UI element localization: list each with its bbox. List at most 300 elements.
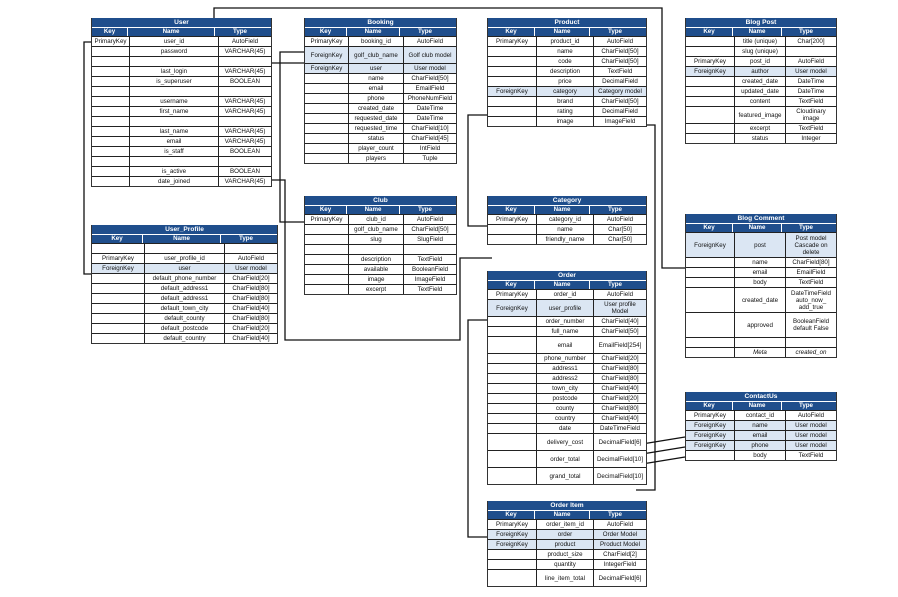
- column-header-key: Key: [703, 402, 715, 409]
- table-row: [92, 166, 271, 176]
- table-row: [686, 312, 836, 337]
- cell-name: date_joined: [129, 177, 218, 186]
- cell-name: user_profile_id: [144, 254, 224, 263]
- table-row: [488, 433, 646, 450]
- cell-key: [305, 255, 348, 264]
- cell-name: name: [734, 421, 785, 430]
- cell-type: CharField[80]: [593, 364, 646, 373]
- cell-type: BOOLEAN: [218, 147, 271, 156]
- table-row: [488, 529, 646, 539]
- cell-type: User model: [403, 64, 456, 73]
- table-row: [92, 126, 271, 136]
- cell-name: order_id: [536, 290, 593, 299]
- table-row: [488, 56, 646, 66]
- table-row: [488, 76, 646, 86]
- table-row: [686, 86, 836, 96]
- table-header: [686, 401, 836, 410]
- table-row: [686, 36, 836, 46]
- cell-key: PrimaryKey: [310, 38, 343, 45]
- cell-type: TextField: [593, 67, 646, 76]
- cell-type: DecimalField[6]: [593, 434, 646, 450]
- table-row: [686, 440, 836, 450]
- cell-key: [488, 67, 536, 76]
- table-row: [305, 46, 456, 63]
- cell-type: CharField[80]: [224, 284, 277, 293]
- cell-key: [488, 394, 536, 403]
- table-row: [686, 232, 836, 257]
- table-row: [686, 267, 836, 277]
- table-row: [305, 143, 456, 153]
- cell-type: CharField[20]: [224, 324, 277, 333]
- cell-type: AutoField: [224, 254, 277, 263]
- product-table: [487, 18, 647, 127]
- cell-key: [305, 235, 348, 244]
- cell-type: VARCHAR(45): [218, 177, 271, 186]
- cell-key: [92, 244, 144, 253]
- cell-type: DateTimeField auto_now_ add_true: [785, 288, 836, 312]
- cell-name: username: [129, 97, 218, 106]
- table-row: [488, 336, 646, 353]
- cell-type: AutoField: [403, 37, 456, 46]
- table-header: [488, 510, 646, 519]
- table-row: [488, 549, 646, 559]
- cell-key: [686, 77, 734, 86]
- cell-type: CharField[80]: [593, 404, 646, 413]
- cell-type: DateTime: [785, 77, 836, 86]
- cell-key: [488, 354, 536, 363]
- cell-key: [488, 317, 536, 326]
- cell-type: TextField: [403, 255, 456, 264]
- cell-key: [92, 177, 129, 186]
- cell-type: CharField[45]: [403, 134, 456, 143]
- cell-type: DateTime: [785, 87, 836, 96]
- table-row: [488, 66, 646, 76]
- cell-type: VARCHAR(45): [218, 137, 271, 146]
- cell-name: body: [734, 451, 785, 460]
- cell-name: email: [734, 431, 785, 440]
- cell-name: phone: [734, 441, 785, 450]
- table-row: [305, 73, 456, 83]
- cell-key: [488, 414, 536, 423]
- cell-name: [129, 57, 218, 66]
- table-row: [488, 86, 646, 96]
- cell-name: product: [536, 540, 593, 549]
- cell-key: [686, 258, 734, 267]
- table-row: [92, 46, 271, 56]
- table-row: [305, 123, 456, 133]
- cell-name: order_total: [536, 451, 593, 467]
- cell-key: ForeignKey: [694, 432, 726, 439]
- cell-type: ImageField: [403, 275, 456, 284]
- cell-type: Product Model: [593, 540, 646, 549]
- cell-type: CharField[20]: [224, 274, 277, 283]
- column-header-name: Name: [534, 511, 589, 519]
- cell-name: content: [734, 97, 785, 106]
- table-row: [488, 224, 646, 234]
- cell-type: User profile Model: [593, 300, 646, 316]
- column-header-name: Name: [346, 206, 399, 214]
- cell-type: CharField[40]: [593, 414, 646, 423]
- cell-key: [92, 157, 129, 166]
- cell-name: golf_club_name: [348, 47, 403, 63]
- cell-key: PrimaryKey: [102, 255, 134, 262]
- table-row: [488, 234, 646, 244]
- cell-type: AutoField: [593, 290, 646, 299]
- table-row: [305, 36, 456, 46]
- cell-key: [305, 104, 348, 113]
- column-header-type: Type: [589, 206, 640, 214]
- cell-type: Golf club model: [403, 47, 456, 63]
- cell-type: TextField: [785, 278, 836, 287]
- table-row: [92, 313, 277, 323]
- cell-name: slug (unique): [734, 47, 785, 56]
- cell-type: DecimalField[6]: [593, 570, 646, 586]
- cell-key: PrimaryKey: [496, 521, 528, 528]
- table-row: [686, 430, 836, 440]
- cell-type: PhoneNumField: [403, 94, 456, 103]
- cell-type: CharField[20]: [593, 394, 646, 403]
- cell-name: product_id: [536, 37, 593, 46]
- table-title: Club: [305, 196, 456, 205]
- table-row: [488, 289, 646, 299]
- cell-key: PrimaryKey: [94, 38, 127, 45]
- cell-type: CharField[40]: [593, 317, 646, 326]
- cell-key: [686, 338, 734, 347]
- cell-name: name: [536, 225, 593, 234]
- cell-type: Cloudinary image: [785, 107, 836, 123]
- club-table: [304, 196, 457, 295]
- cell-key: [92, 97, 129, 106]
- cell-name: status: [348, 134, 403, 143]
- table-header: [686, 27, 836, 36]
- cell-name: first_name: [129, 107, 218, 116]
- table-row: [92, 36, 271, 46]
- table-row: [488, 316, 646, 326]
- cell-name: default_postcode: [144, 324, 224, 333]
- column-header-type: Type: [781, 402, 830, 410]
- cell-key: [92, 294, 144, 303]
- cell-key: [488, 117, 536, 126]
- cell-type: [224, 244, 277, 253]
- cell-key: [92, 87, 129, 96]
- cell-name: town_city: [536, 384, 593, 393]
- cell-type: VARCHAR(45): [218, 107, 271, 116]
- cell-type: [403, 245, 456, 254]
- cell-name: email: [536, 337, 593, 353]
- cell-type: CharField[2]: [593, 550, 646, 559]
- cell-type: [218, 157, 271, 166]
- table-title: Category: [488, 196, 646, 205]
- table-header: [92, 234, 277, 243]
- table-header: [305, 27, 456, 36]
- cell-type: IntegerField: [593, 560, 646, 569]
- cell-name: available: [348, 265, 403, 274]
- column-header-name: Name: [142, 235, 220, 243]
- cell-name: is_staff: [129, 147, 218, 156]
- table-row: [686, 420, 836, 430]
- cell-type: CharField[80]: [224, 314, 277, 323]
- cell-type: AutoField: [785, 57, 836, 66]
- table-row: [92, 243, 277, 253]
- cell-type: TextField: [785, 97, 836, 106]
- cell-key: [488, 337, 536, 353]
- cell-type: DecimalField[10]: [593, 468, 646, 484]
- table-row: [488, 353, 646, 363]
- line-booking-to-club: [280, 52, 305, 222]
- table-row: [488, 450, 646, 467]
- cell-key: [305, 265, 348, 274]
- cell-key: [488, 97, 536, 106]
- cell-key: [488, 560, 536, 569]
- table-row: [92, 273, 277, 283]
- cell-type: DecimalField: [593, 107, 646, 116]
- cell-type: [785, 47, 836, 56]
- table-row: [305, 93, 456, 103]
- cell-type: DateTime: [403, 104, 456, 113]
- cell-name: [129, 157, 218, 166]
- cell-key: [488, 47, 536, 56]
- cell-key: PrimaryKey: [496, 38, 528, 45]
- blog-post-table: [685, 18, 837, 144]
- table-row: [305, 254, 456, 264]
- table-row: [305, 224, 456, 234]
- table-row: [92, 293, 277, 303]
- table-row: [305, 103, 456, 113]
- cell-key: ForeignKey: [496, 88, 528, 95]
- cell-type: CharField[50]: [403, 225, 456, 234]
- cell-key: PrimaryKey: [310, 216, 343, 223]
- cell-key: [92, 274, 144, 283]
- cell-key: [305, 285, 348, 294]
- table-row: [92, 333, 277, 343]
- cell-name: user: [348, 64, 403, 73]
- cell-name: price: [536, 77, 593, 86]
- cell-name: golf_club_name: [348, 225, 403, 234]
- cell-name: order_number: [536, 317, 593, 326]
- table-row: [488, 36, 646, 46]
- cell-name: requested_date: [348, 114, 403, 123]
- cell-type: AutoField: [593, 37, 646, 46]
- cell-type: AutoField: [785, 411, 836, 420]
- cell-name: contact_id: [734, 411, 785, 420]
- order-table: [487, 271, 647, 485]
- cell-key: [686, 47, 734, 56]
- table-row: [686, 96, 836, 106]
- cell-key: [92, 47, 129, 56]
- column-header-key: Key: [319, 206, 332, 213]
- cell-key: [488, 404, 536, 413]
- column-header-type: Type: [781, 28, 830, 36]
- cell-name: default_town_city: [144, 304, 224, 313]
- cell-key: [686, 288, 734, 312]
- cell-key: [686, 313, 734, 337]
- cell-type: User model: [224, 264, 277, 273]
- column-header-key: Key: [111, 235, 123, 242]
- table-row: [92, 176, 271, 186]
- cell-name: club_id: [348, 215, 403, 224]
- table-row: [686, 123, 836, 133]
- table-row: [488, 326, 646, 336]
- cell-key: [305, 225, 348, 234]
- cell-type: Char[50]: [593, 225, 646, 234]
- table-row: [488, 116, 646, 126]
- column-header-name: Name: [127, 28, 214, 36]
- cell-name: approved: [734, 313, 785, 337]
- column-header-key: Key: [505, 206, 517, 213]
- table-row: [92, 136, 271, 146]
- cell-key: PrimaryKey: [496, 291, 528, 298]
- cell-key: [686, 97, 734, 106]
- cell-name: body: [734, 278, 785, 287]
- table-row: [305, 83, 456, 93]
- cell-name: default_address1: [144, 284, 224, 293]
- cell-key: [686, 348, 734, 357]
- cell-key: [92, 167, 129, 176]
- cell-name: is_superuser: [129, 77, 218, 86]
- cell-name: [144, 244, 224, 253]
- cell-type: User model: [785, 67, 836, 76]
- cell-key: [686, 107, 734, 123]
- cell-name: date: [536, 424, 593, 433]
- column-header-key: Key: [703, 28, 715, 35]
- table-row: [686, 347, 836, 357]
- cell-name: order_item_id: [536, 520, 593, 529]
- cell-key: [488, 364, 536, 373]
- cell-key: [488, 424, 536, 433]
- cell-type: [218, 117, 271, 126]
- table-row: [305, 244, 456, 254]
- cell-key: [92, 147, 129, 156]
- cell-name: grand_total: [536, 468, 593, 484]
- cell-key: ForeignKey: [310, 51, 343, 59]
- column-header-type: Type: [589, 28, 640, 36]
- order-item-table: [487, 501, 647, 587]
- cell-key: [305, 245, 348, 254]
- column-header-name: Name: [534, 281, 589, 289]
- cell-name: featured_image: [734, 107, 785, 123]
- cell-type: created_on: [785, 348, 836, 357]
- cell-name: created_date: [734, 288, 785, 312]
- cell-key: PrimaryKey: [694, 58, 726, 65]
- cell-name: description: [348, 255, 403, 264]
- cell-key: [305, 114, 348, 123]
- cell-key: [488, 451, 536, 467]
- table-row: [92, 76, 271, 86]
- cell-type: Order Model: [593, 530, 646, 539]
- cell-type: Integer: [785, 134, 836, 143]
- user-table: [91, 18, 272, 187]
- cell-name: product_size: [536, 550, 593, 559]
- cell-key: [488, 77, 536, 86]
- cell-name: post_id: [734, 57, 785, 66]
- cell-name: last_name: [129, 127, 218, 136]
- cell-name: email: [734, 268, 785, 277]
- cell-name: full_name: [536, 327, 593, 336]
- cell-name: password: [129, 47, 218, 56]
- cell-name: slug: [348, 235, 403, 244]
- table-row: [92, 263, 277, 273]
- table-title: User_Profile: [92, 225, 277, 234]
- table-row: [686, 257, 836, 267]
- table-row: [92, 283, 277, 293]
- cell-key: [488, 235, 536, 244]
- column-header-key: Key: [505, 511, 517, 518]
- cell-name: quantity: [536, 560, 593, 569]
- column-header-key: Key: [703, 224, 715, 231]
- cell-name: default_country: [144, 334, 224, 343]
- cell-key: [488, 107, 536, 116]
- cell-key: [92, 107, 129, 116]
- cell-key: [488, 550, 536, 559]
- cell-type: CharField[50]: [593, 97, 646, 106]
- line-user-to-user-profile: [84, 42, 91, 274]
- cell-name: description: [536, 67, 593, 76]
- cell-name: order: [536, 530, 593, 539]
- table-row: [488, 559, 646, 569]
- cell-key: [305, 154, 348, 163]
- table-row: [488, 373, 646, 383]
- user-profile-table: [91, 225, 278, 344]
- cell-type: BooleanField default False: [785, 313, 836, 337]
- cell-name: default_phone_number: [144, 274, 224, 283]
- cell-key: [686, 278, 734, 287]
- table-row: [92, 96, 271, 106]
- cell-type: TextField: [785, 451, 836, 460]
- cell-type: SlugField: [403, 235, 456, 244]
- cell-name: address1: [536, 364, 593, 373]
- table-row: [305, 133, 456, 143]
- column-header-type: Type: [214, 28, 265, 36]
- cell-key: ForeignKey: [310, 65, 343, 72]
- cell-name: rating: [536, 107, 593, 116]
- cell-name: status: [734, 134, 785, 143]
- cell-name: image: [348, 275, 403, 284]
- cell-name: players: [348, 154, 403, 163]
- cell-type: CharField[50]: [593, 47, 646, 56]
- table-row: [488, 363, 646, 373]
- table-row: [686, 337, 836, 347]
- cell-name: default_county: [144, 314, 224, 323]
- table-header: [92, 27, 271, 36]
- table-title: ContactUs: [686, 392, 836, 401]
- cell-name: code: [536, 57, 593, 66]
- table-row: [92, 146, 271, 156]
- cell-type: CharField[50]: [593, 57, 646, 66]
- table-row: [686, 66, 836, 76]
- table-title: Blog Comment: [686, 214, 836, 223]
- table-row: [305, 274, 456, 284]
- table-row: [92, 86, 271, 96]
- column-header-type: Type: [399, 206, 450, 214]
- cell-type: Tuple: [403, 154, 456, 163]
- cell-key: [488, 384, 536, 393]
- cell-name: category_id: [536, 215, 593, 224]
- cell-type: User model: [785, 421, 836, 430]
- cell-type: VARCHAR(45): [218, 47, 271, 56]
- cell-type: IntField: [403, 144, 456, 153]
- table-row: [488, 46, 646, 56]
- cell-key: [92, 117, 129, 126]
- cell-name: name: [348, 74, 403, 83]
- cell-key: [686, 451, 734, 460]
- cell-type: CharField[40]: [224, 304, 277, 313]
- table-row: [686, 410, 836, 420]
- cell-type: DateTimeField: [593, 424, 646, 433]
- cell-name: name: [734, 258, 785, 267]
- cell-name: [129, 117, 218, 126]
- column-header-key: Key: [319, 28, 332, 35]
- column-header-name: Name: [732, 224, 781, 232]
